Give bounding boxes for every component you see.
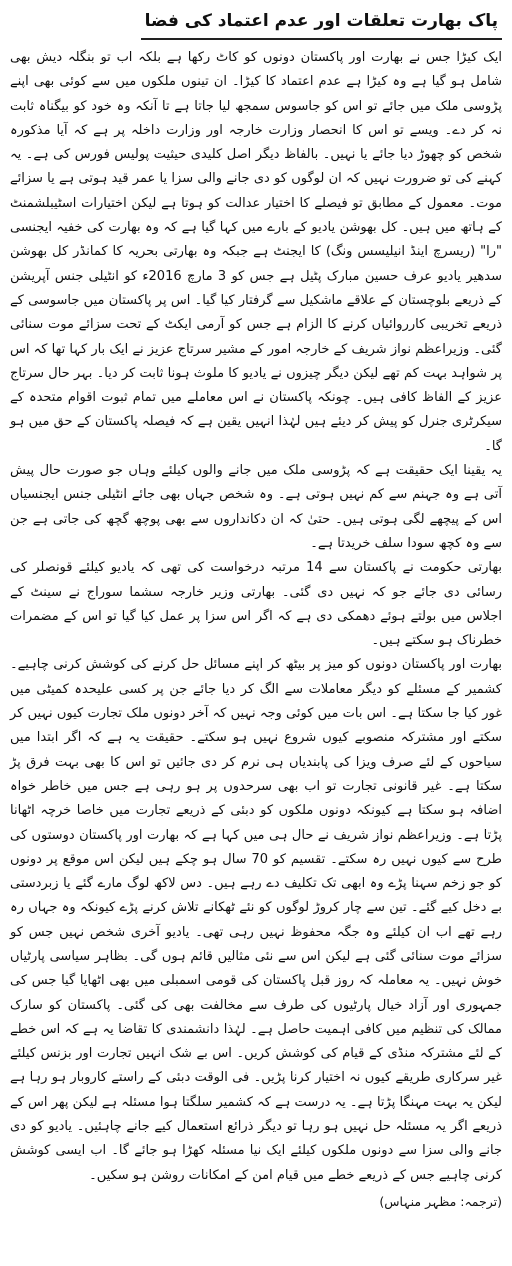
article-paragraph-3: بھارتی حکومت نے پاکستان سے 14 مرتبہ درخواست کی تھی کہ یادیو کیلئے قونصلر کی رسائی دی جائے جو کہ نہیں دی گئی۔ بھارتی وزیر خارجہ سشما سوراج نے سینٹ کے اجلاس میں بولتے ہوئے دھمکی دی ہے کہ اگر اس سزا پر عمل کیا گیا تو اس کے مضمرات خطرناک ہو سکتے ہیں۔ <box>10 560 502 649</box>
article-paragraph-2: یہ یقینا ایک حقیقت ہے کہ پڑوسی ملک میں جانے والوں کیلئے وہاں جو صورت حال پیش آتی ہے وہ جہنم سے کم نہیں ہوتی ہے۔ وہ شخص جہاں بھی جائے انٹیلی جنس ایجنسیاں اس کے پیچھے لگی ہوتی ہیں۔ حتیٰ کہ ان دکانداروں سے بھی پوچھ گچھ کی جاتی ہے جن سے وہ کچھ سودا سلف خریدتا ہے۔ <box>10 463 502 551</box>
article-paragraph-4: بھارت اور پاکستان دونوں کو میز پر بیٹھ کر اپنے مسائل حل کرنے کی کوشش کرنی چاہیے۔ کشمیر کے مسئلے کو دیگر معاملات سے الگ کر دیا جائے جن پر کسی علیحدہ کمیٹی میں غور کیا جا سکتا ہے۔ اس بات میں کوئی وجہ نہیں کہ آخر دونوں ملک تجارت کیوں نہیں کر سکتے اور مشترکہ منصوبے کیوں شروع نہیں ہو سکتے۔ حقیقت یہ ہے کہ اگر ابتدا میں سیاحوں کے لئے صرف ویزا کی پابندیاں ہی نرم کر دی جائیں تو اس کا بھی بہت فرق پڑ سکتا ہے۔ غیر قانونی تجارت تو اب بھی سرحدوں پر ہو رہی ہے جس میں خاطر خواہ اضافہ ہو سکتا ہے کیونکہ دونوں ملکوں کو دبئی کے ذریعے تجارت میں خاصا خرچہ اٹھانا پڑتا ہے۔ وزیراعظم نواز شریف نے حال ہی میں کہا ہے کہ بھارت اور پاکستان دوستوں کی طرح سے کیوں نہیں رہ سکتے۔ تقسیم کو 70 سال ہو چکے ہیں لیکن اس موقع پر دونوں کو جو زخم سہنا پڑے وہ ابھی تک تکلیف دے رہے ہیں۔ دس لاکھ لوگ مارے گئے یا زبردستی بے دخل کیے گئے۔ تین سے چار کروڑ لوگوں کو نئے ٹھکانے تلاش کرنے پڑے کیونکہ وہ جہاں رہ رہے تھے اب ان کیلئے وہ جگہ محفوظ نہیں رہی تھی۔ یادیو آخری شخص نہیں جس کو سزائے موت سنائی گئی ہے لیکن اس سے نئی مثالیں قائم ہوں گی۔ بظاہر سیاسی پارٹیاں خوش نہیں۔ یہ معاملہ کہ روز قبل پاکستان کی قومی اسمبلی میں بھی اٹھایا گیا جس کی جمہوری اور آزاد خیال پارٹیوں کی طرف سے مخالفت بھی کی گئی۔ پاکستان کو سارک ممالک کی تنظیم میں کافی اہمیت حاصل ہے۔ لہٰذا دانشمندی کا تقاضا یہ ہے کہ اس خطے کے لئے مشترکہ منڈی کے قیام کی کوشش کریں۔ اس بے شک انہیں تجارت اور بزنس کیلئے غیر سرکاری طریقے کیوں نہ اختیار کرنا پڑیں۔ فی الوقت دبئی کے راستے کاروبار ہو رہا ہے لیکن یہ بہت مہنگا پڑتا ہے۔ یہ درست ہے کہ کشمیر سلگتا ہوا مسئلہ ہے لیکن پھر اس کے ذریعے اگر یہ مسئلہ حل نہیں ہو رہا تو دیگر ذرائع استعمال کیے جانے چاہئیں۔ یادیو کو دی جانے والی سزا سے دونوں ملکوں کیلئے ایک نیا مسئلہ کھڑا ہو جائے گا۔ اب ایسی کوشش کرنی چاہیے جس کے ذریعے خطے میں قیام امن کے امکانات روشن ہو سکیں۔ <box>10 657 502 1183</box>
title-wrap <box>10 6 502 40</box>
article-body <box>10 46 502 1188</box>
translator-credit: (ترجمہ: مظہر منہاس) <box>379 1193 502 1209</box>
article-paragraph-1: ایک کیڑا جس نے بھارت اور پاکستان دونوں کو کاٹ رکھا ہے بلکہ اب تو بنگلہ دیش بھی شامل ہو گیا ہے وہ کیڑا ہے عدم اعتماد کا کیڑا۔ ان تینوں ملکوں میں سے کوئی بھی اپنے پڑوسی ملک میں جائے تو اس کو جاسوس سمجھ لیا جاتا ہے تا آنکہ وہ خود کو بیگناہ ثابت نہ کر دے۔ ویسے تو اس کا انحصار وزارت خارجہ اور وزارت داخلہ پر ہے کہ آیا مذکورہ شخص کو چھوڑ دیا جائے یا نہیں۔ بالفاظ دیگر اصل کلیدی حیثیت پولیس فورس کی ہے۔ یہ کہنے کی تو ضرورت نہیں کہ ان لوگوں کو دی جانے والی سزا یا عمر قید ہوتی ہے یا سزائے موت۔ معمول کے مطابق تو فیصلے کا اختیار عدالت کو ہوتا ہے لیکن اختیارات اسٹیبلشمنٹ کے ہاتھ میں ہیں۔ کل بھوشن یادیو کے بارے میں کہا گیا ہے کہ وہ بھارت کی خفیہ ایجنسی "را" (ریسرچ اینڈ انیلیسس ونگ) کا ایجنٹ ہے جبکہ وہ بھارتی بحریہ کا کمانڈر کل بھوشن سدھیر یادیو عرف حسین مبارک پٹیل ہے جس کو 3 مارچ 2016ء کو انٹیلی جنس آپریشن کے ذریعے بلوچستان کے علاقے ماشکیل سے گرفتار کیا گیا۔ اس پر پاکستان میں جاسوسی کے ذریعے تخریبی کارروائیاں کرنے کا الزام ہے جس کو آرمی ایکٹ کے تحت سزائے موت سنائی گئی۔ وزیراعظم نواز شریف کے خارجہ امور کے مشیر سرتاج عزیز نے ایک بار کہا تھا کہ اس پر شواہد بہت کم تھے لیکن دیگر چیزوں نے یادیو کا ملوث ہونا ثابت کر دیا۔ بہر حال سرتاج عزیز کے الفاظ کافی ہیں۔ چونکہ پاکستان نے اس معاملے میں تمام ثبوت اقوام متحدہ کے سیکرٹری جنرل کو پیش کر دیئے ہیں لہٰذا انہیں یقین ہے کہ فیصلہ پاکستان کے حق میں ہو گا۔ <box>10 50 502 454</box>
article-title: پاک بھارت تعلقات اور عدم اعتماد کی فضا <box>141 6 502 40</box>
